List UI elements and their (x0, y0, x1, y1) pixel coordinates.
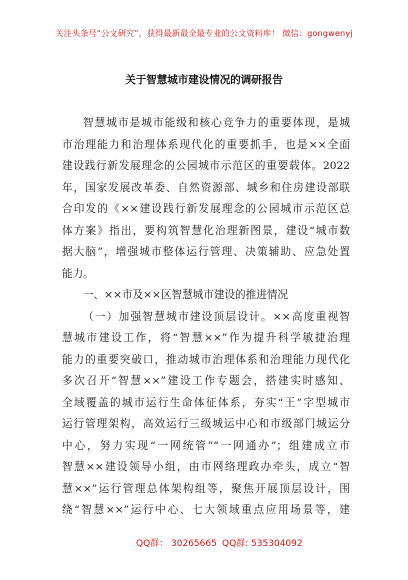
body-line: 据大脑”，增强城市整体运行管理、决策辅助、应急处置 (62, 246, 350, 258)
body-line: 年，国家发展改革委、自然资源部、城乡和住房建设部联 (62, 181, 350, 194)
body-line: 市治理能力和治理体系现代化的重要抓手，也是××全面 (62, 138, 350, 151)
body-line: 能力。 (62, 267, 94, 280)
body-line: 能力的重要突破口，推动城市治理体系和治理能力现代化 (62, 353, 350, 366)
body-line: 运行管理架构，高效运行三级城运中心和市级部门城运分 (62, 418, 350, 430)
qq-group-right: QQ群: 535304092 (222, 539, 303, 549)
body-line: 绕“智慧××”运行中心、七大领域重点应用场景等，建 (62, 504, 350, 516)
body-line: 慧城市建设工作，将“智慧××”作为提升科学敏捷治理 (62, 332, 350, 344)
body-line: 中心，努力实现“一网统管”“一网通办”；组建成立市 (62, 439, 350, 452)
section-heading: 一、××市及××区智慧城市建设的推进情况 (83, 289, 289, 301)
qq-group-left: QQ群： 30265665 (136, 539, 217, 549)
document-title: 关于智慧城市建设情况的调研报告 (125, 74, 283, 86)
body-line: 智慧××建设领导小组，由市网络理政办牵头，成立“智 (62, 461, 350, 473)
document-body (62, 113, 350, 522)
promo-header-note: 关注头条号“公文研究”，获得最新最全最专业的公文资料库！ 微信：gongwenyj (55, 28, 353, 38)
body-line: 慧××”运行管理总体架构组等，聚焦开展顶层设计，围 (62, 482, 350, 495)
body-line: 全域覆盖的城市运行生命体征体系，夯实“王”字型城市 (62, 396, 350, 409)
body-line: 智慧城市是城市能级和核心竞争力的重要体现，是城 (83, 117, 350, 129)
body-line: 体方案》指出，要构筑智慧化治理新图景，建设“城市数 (62, 224, 350, 237)
body-line: 多次召开“智慧××”建设工作专题会，搭建实时感知、 (62, 375, 350, 387)
body-line: （一）加强智慧城市建设顶层设计。××高度重视智 (83, 310, 350, 323)
body-line: 合印发的《××建设践行新发展理念的公园城市示范区总 (62, 203, 350, 215)
body-line: 建设践行新发展理念的公园城市示范区的重要载体。2022 (62, 160, 350, 172)
